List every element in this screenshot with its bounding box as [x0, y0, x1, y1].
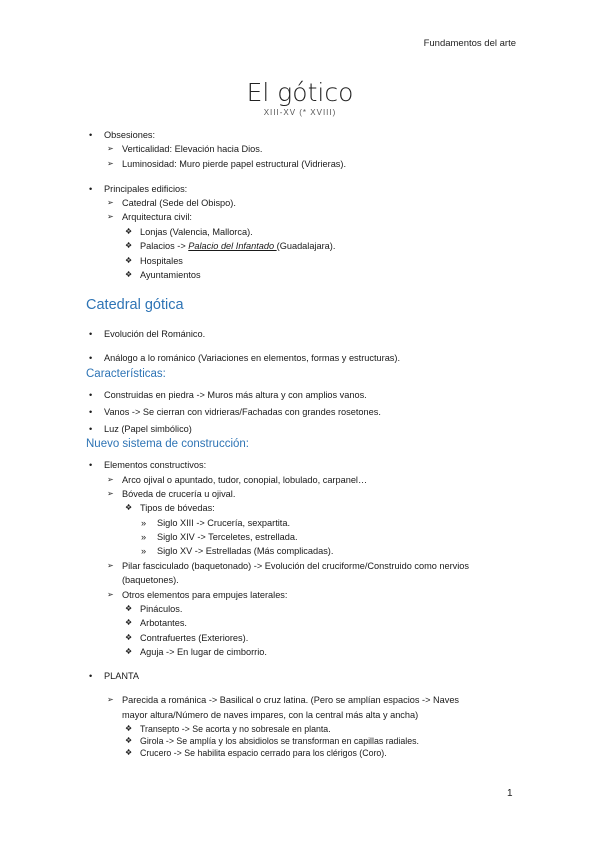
- list-item-continuation: mayor altura/Número de naves impares, con la central más alta y ancha): [122, 710, 419, 720]
- bullet-dot: •: [89, 130, 93, 140]
- list-item: Hospitales: [140, 256, 183, 266]
- list-item-continuation: (baquetones).: [122, 575, 179, 585]
- bullet-arrow: ➢: [107, 695, 114, 704]
- list-item: Contrafuertes (Exteriores).: [140, 633, 249, 643]
- bullet-diamond: ❖: [125, 647, 133, 656]
- bullet-arrow: ➢: [107, 561, 114, 570]
- list-item: Catedral (Sede del Obispo).: [122, 198, 236, 208]
- bullet-diamond: ❖: [125, 270, 133, 279]
- list-item: Obsesiones:: [104, 130, 156, 140]
- bullet-diamond: ❖: [125, 748, 133, 757]
- bullet-arrow: ➢: [107, 198, 114, 207]
- bullet-diamond: ❖: [125, 633, 133, 642]
- list-item: Girola -> Se amplía y los absidiolos se transforman en capillas radiales.: [140, 736, 419, 746]
- bullet-diamond: ❖: [125, 736, 133, 745]
- list-item: Verticalidad: Elevación hacia Dios.: [122, 144, 263, 154]
- bullet-dot: •: [89, 390, 93, 400]
- list-item: Parecida a románica -> Basilical o cruz latina. (Pero se amplían espacios -> Naves: [122, 695, 460, 705]
- list-item: Análogo a lo románico (Variaciones en elementos, formas y estructuras).: [104, 353, 401, 363]
- bullet-dot: •: [89, 407, 93, 417]
- list-item: Lonjas (Valencia, Mallorca).: [140, 227, 253, 237]
- bullet-diamond: ❖: [125, 618, 133, 627]
- bullet-diamond: ❖: [125, 227, 133, 236]
- subsection-heading: Nuevo sistema de construcción:: [86, 438, 249, 450]
- list-item-text: (Guadalajara).: [276, 241, 336, 251]
- bullet-dot: •: [89, 184, 93, 194]
- bullet-arrow: ➢: [107, 144, 114, 153]
- list-item: Crucero -> Se habilita espacio cerrado para los clérigos (Coro).: [140, 748, 387, 758]
- list-item-text: Palacios ->: [140, 241, 189, 251]
- list-item: Luminosidad: Muro pierde papel estructural (Vidrieras).: [122, 159, 347, 169]
- list-item: Arquitectura civil:: [122, 212, 192, 222]
- bullet-arrow: ➢: [107, 212, 114, 221]
- list-item: [140, 240, 335, 252]
- bullet-diamond: ❖: [125, 241, 133, 250]
- list-item: Arbotantes.: [140, 618, 187, 628]
- page-subtitle: XIII-XV (* XVIII): [263, 108, 337, 117]
- subsection-heading: Características:: [86, 368, 166, 380]
- bullet-dot: •: [89, 329, 93, 339]
- bullet-dot: •: [89, 671, 93, 681]
- bullet-diamond: ❖: [125, 724, 133, 733]
- bullet-dot: •: [89, 424, 93, 434]
- list-item: Ayuntamientos: [140, 270, 201, 280]
- list-item: Siglo XIV -> Terceletes, estrellada.: [157, 532, 298, 542]
- bullet-guillemet: »: [141, 518, 147, 528]
- list-item: Evolución del Románico.: [104, 329, 206, 339]
- bullet-arrow: ➢: [107, 159, 114, 168]
- bullet-arrow: ➢: [107, 590, 114, 599]
- list-item: Luz (Papel simbólico): [104, 424, 192, 434]
- list-item: Vanos -> Se cierran con vidrieras/Fachadas con grandes rosetones.: [104, 407, 381, 417]
- list-item: Otros elementos para empujes laterales:: [122, 590, 288, 600]
- list-item: PLANTA: [104, 671, 140, 681]
- list-item: Pináculos.: [140, 604, 183, 614]
- list-item: Bóveda de crucería u ojival.: [122, 489, 236, 499]
- bullet-diamond: ❖: [125, 604, 133, 613]
- list-item: Arco ojival o apuntado, tudor, conopial, lobulado, carpanel…: [122, 475, 368, 485]
- list-item: Aguja -> En lugar de cimborrio.: [140, 647, 267, 657]
- list-item: Tipos de bóvedas:: [140, 503, 215, 513]
- list-item: Construidas en piedra -> Muros más altura y con amplios vanos.: [104, 390, 367, 400]
- list-item: Transepto -> Se acorta y no sobresale en planta.: [140, 724, 331, 734]
- section-heading: Catedral gótica: [86, 297, 184, 313]
- bullet-dot: •: [89, 460, 93, 470]
- list-item: Siglo XV -> Estrelladas (Más complicadas).: [157, 546, 334, 556]
- list-item: Elementos constructivos:: [104, 460, 207, 470]
- bullet-diamond: ❖: [125, 256, 133, 265]
- page-title: El gótico: [246, 78, 354, 107]
- palacio-infantado-link[interactable]: Palacio del Infantado: [188, 241, 277, 251]
- bullet-diamond: ❖: [125, 503, 133, 512]
- bullet-guillemet: »: [141, 546, 147, 556]
- running-header: Fundamentos del arte: [423, 38, 516, 49]
- bullet-arrow: ➢: [107, 475, 114, 484]
- list-item: Siglo XIII -> Crucería, sexpartita.: [157, 518, 291, 528]
- page-number: 1: [507, 788, 513, 799]
- bullet-guillemet: »: [141, 532, 147, 542]
- list-item: Pilar fasciculado (baquetonado) -> Evolución del cruciforme/Construido como nervios: [122, 561, 470, 571]
- bullet-arrow: ➢: [107, 489, 114, 498]
- list-item: Principales edificios:: [104, 184, 188, 194]
- bullet-dot: •: [89, 353, 93, 363]
